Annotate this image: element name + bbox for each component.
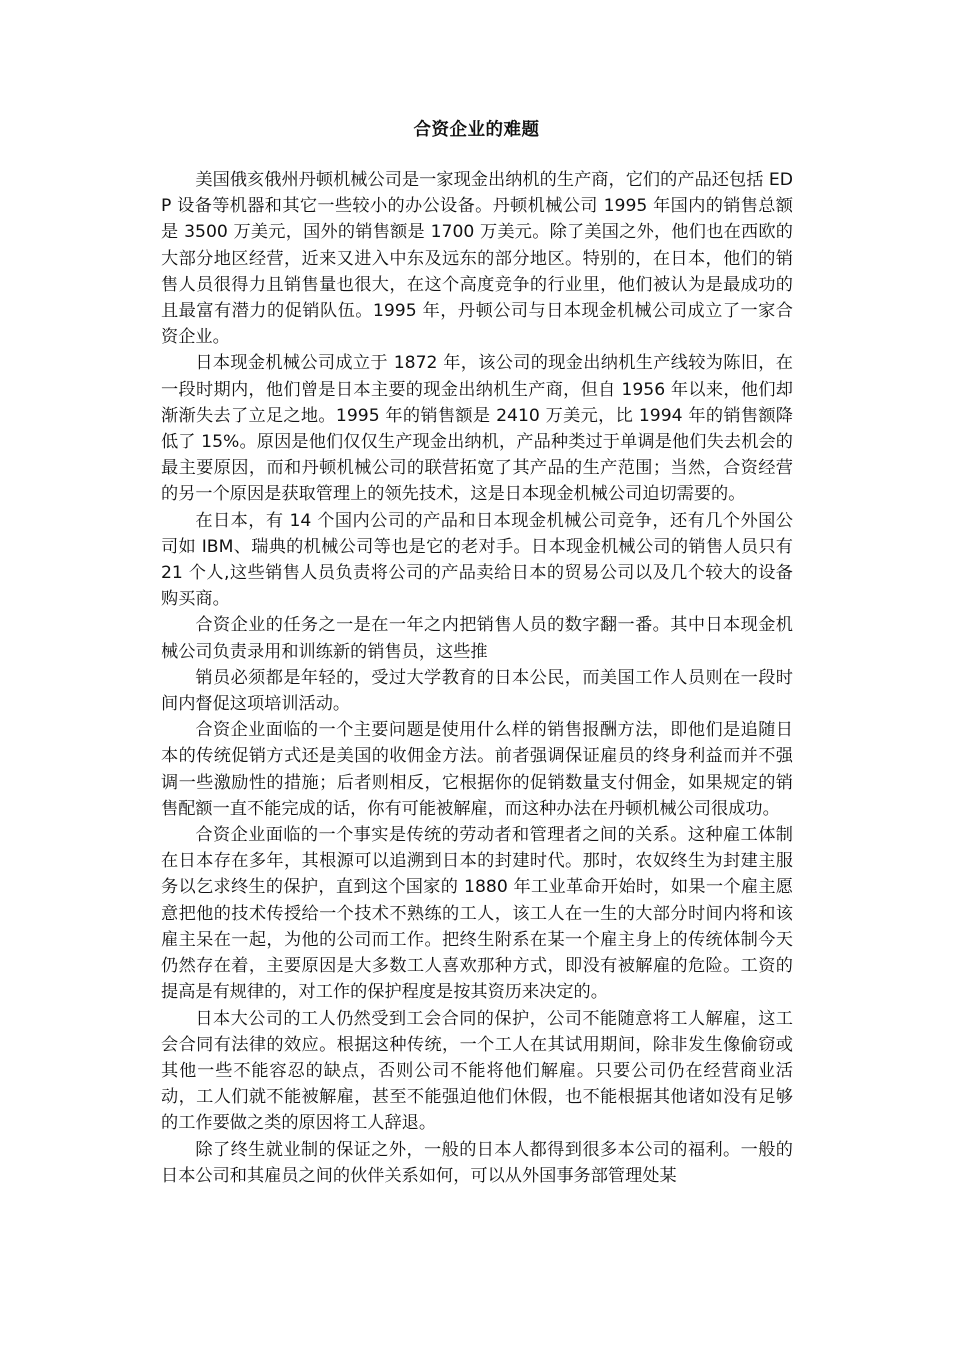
document-body [161, 167, 793, 1189]
paragraph-7: 合资企业面临的一个事实是传统的劳动者和管理者之间的关系。这种雇工体制在日本存在多年，其根源可以追溯到日本的封建时代。那时，农奴终生为封建主服务以乞求终生的保护，直到这个国家的 1880 年工业革命开始时，如果一个雇主愿意把他的技术传授给一个技术不熟练的工人，该工人在一生的大部分时间内将和该雇主呆在一起，为他的公司而工作。把终生附系在某一个雇主身上的传统体制今天仍然存在着，主要原因是大多数工人喜欢那种方式，即没有被解雇的危险。工资的提高是有规律的，对工作的保护程度是按其资历来决定的。 [161, 825, 793, 1003]
paragraph-3: 在日本，有 14 个国内公司的产品和日本现金机械公司竞争，还有几个外国公司如 IBM、瑞典的机械公司等也是它的老对手。日本现金机械公司的销售人员只有 21 个人,这些销售人员负责将公司的产品卖给日本的贸易公司以及几个较大的设备购买商。 [161, 510, 793, 610]
paragraph-8: 日本大公司的工人仍然受到工会合同的保护，公司不能随意将工人解雇，这工会合同有法律的效应。根据这种传统，一个工人在其试用期间，除非发生像偷窃或其他一些不能容忍的缺点，否则公司不能将他们解雇。只要公司仍在经营商业活动，工人们就不能被解雇，甚至不能强迫他们休假，也不能根据其他诸如没有足够的工作要做之类的原因将工人辞退。 [161, 1008, 793, 1134]
paragraph-2: 日本现金机械公司成立于 1872 年，该公司的现金出纳机生产线较为陈旧，在一段时期内，他们曾是日本主要的现金出纳机生产商，但自 1956 年以来，他们却渐渐失去了立足之地。1995 年的销售额是 2410 万美元，比 1994 年的销售额降低了 15%。原因是他们仅仅生产现金出纳机，产品种类过于单调是他们失去机会的最主要原因，而和丹顿机械公司的联营拓宽了其产品的生产范围；当然，合资经营的另一个原因是获取管理上的领先技术，这是日本现金机械公司迫切需要的。 [161, 353, 793, 505]
paragraph-1: 美国俄亥俄州丹顿机械公司是一家现金出纳机的生产商，它们的产品还包括 EDP 设备等机器和其它一些较小的办公设备。丹顿机械公司 1995 年国内的销售总额是 3500 万美元，国外的销售额是 1700 万美元。除了美国之外，他们也在西欧的大部分地区经营，近来又进入中东及远东的部分地区。特别的，在日本，他们的销售人员很得力且销售量也很大，在这个高度竞争的行业里，他们被认为是最成功的且最富有潜力的促销队伍。1995 年，丹顿公司与日本现金机械公司成立了一家合资企业。 [161, 170, 793, 348]
paragraph-6: 合资企业面临的一个主要问题是使用什么样的销售报酬方法，即他们是追随日本的传统促销方式还是美国的收佣金方法。前者强调保证雇员的终身利益而并不强调一些激励性的措施；后者则相反，它根据你的促销数量支付佣金，如果规定的销售配额一直不能完成的话，你有可能被解雇，而这种办法在丹顿机械公司很成功。 [161, 720, 793, 819]
paragraph-9: 除了终生就业制的保证之外，一般的日本人都得到很多本公司的福利。一般的日本公司和其雇员之间的伙伴关系如何，可以从外国事务部管理处某 [161, 1139, 793, 1186]
document-title: 合资企业的难题 [413, 120, 540, 140]
paragraph-5: 销员必须都是年轻的，受过大学教育的日本公民，而美国工作人员则在一段时间内督促这项培训活动。 [161, 667, 793, 715]
paragraph-4: 合资企业的任务之一是在一年之内把销售人员的数字翻一番。其中日本现金机械公司负责录用和训练新的销售员，这些推 [161, 615, 793, 662]
